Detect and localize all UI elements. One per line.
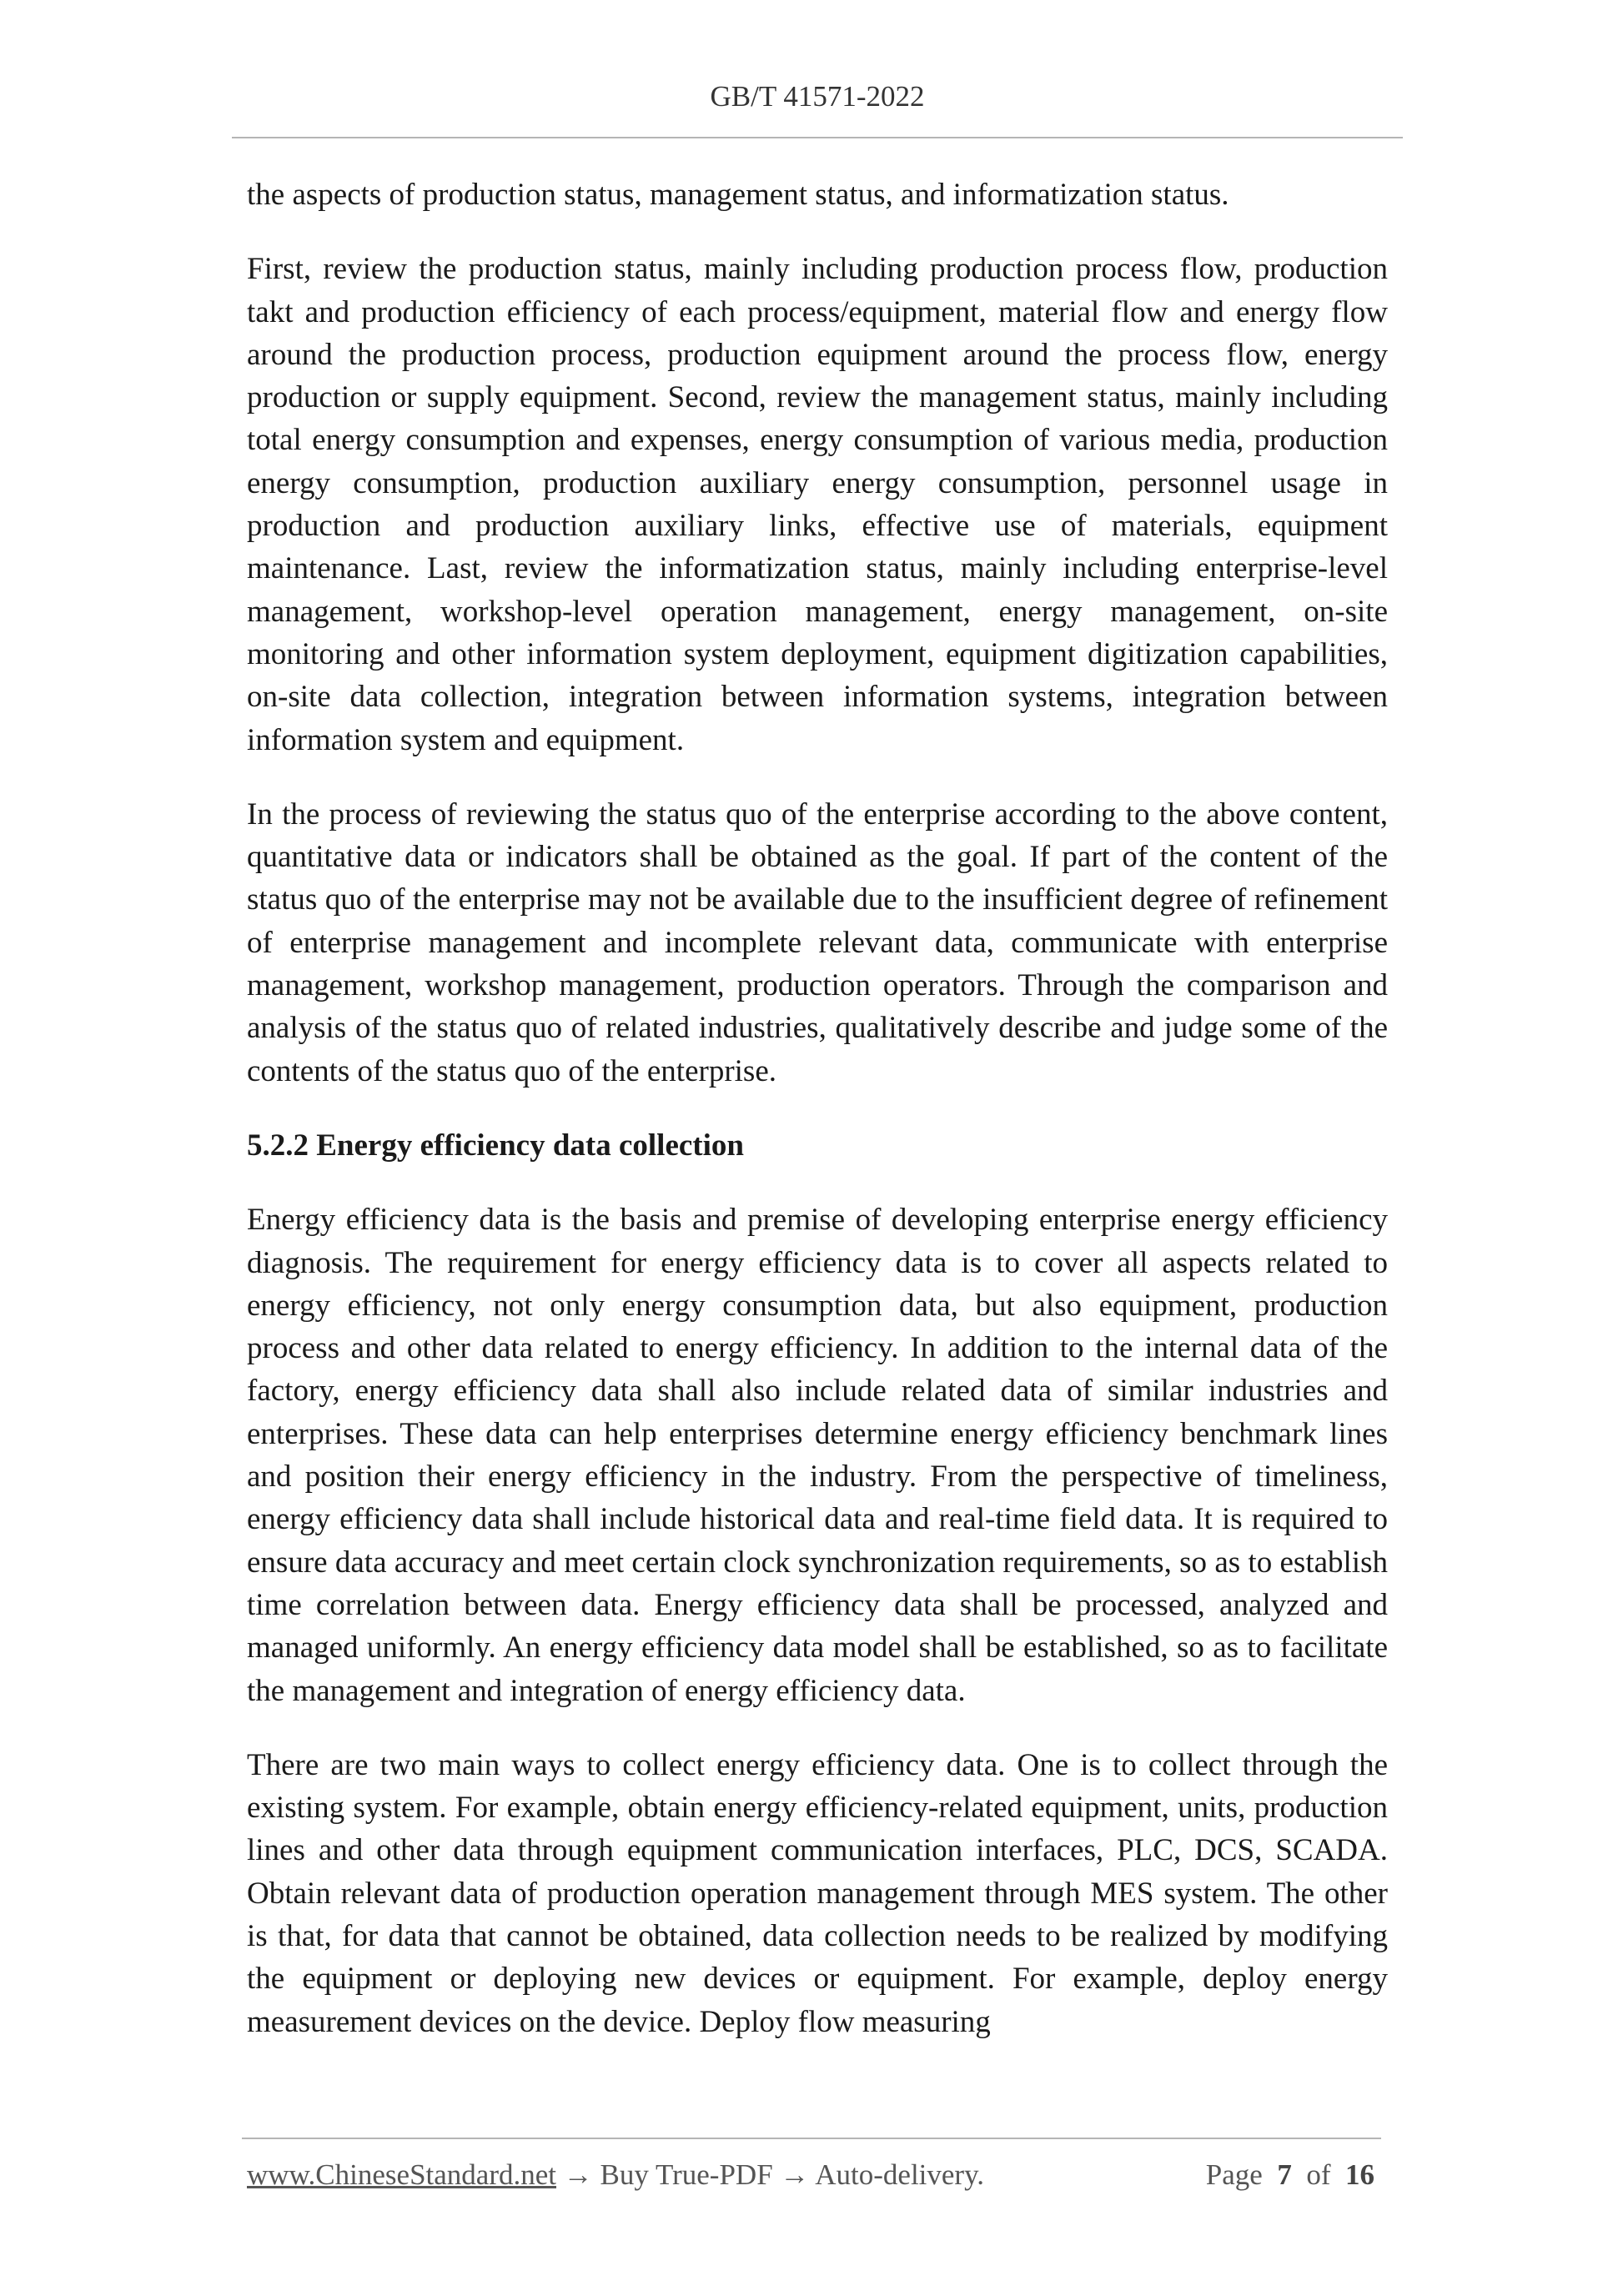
- site-link[interactable]: www.ChineseStandard.net: [247, 2158, 556, 2191]
- current-page: 7: [1277, 2158, 1292, 2191]
- total-pages: 16: [1345, 2158, 1374, 2191]
- page-header: GB/T 41571-2022: [710, 80, 925, 113]
- footer-divider: [242, 2138, 1381, 2139]
- header-divider: [232, 137, 1403, 138]
- buy-pdf-text: Buy True-PDF: [600, 2158, 773, 2191]
- arrow-right-icon: →: [780, 2158, 810, 2191]
- of-label: of: [1306, 2158, 1331, 2191]
- page-number: [1206, 2158, 1374, 2192]
- section-heading: 5.2.2 Energy efficiency data collection: [247, 1128, 744, 1163]
- document-body: [247, 173, 1388, 2075]
- paragraph-status-review: First, review the production status, mainly including production process flow, production takt and production efficiency of each process/equipment, material flow and energy flow around the production process, production equipment around the process flow, energy production or supply equipment. Second, review the management status, mainly including total energy consumption and expenses, energy consumption of various media, production energy consumption, production auxiliary energy consumption, personnel usage in production and production auxiliary links, effective use of materials, equipment maintenance. Last, review the informatization status, mainly including enterprise-level management, workshop-level operation management, energy management, on-site monitoring and other information system deployment, equipment digitization capabilities, on-site data collection, integration between information systems, integration between information system and equipment.: [247, 252, 1388, 757]
- paragraph-collection-methods: There are two main ways to collect energy efficiency data. One is to collect through the existing system. For example, obtain energy efficiency-related equipment, units, production lines and other data through equipment communication interfaces, PLC, DCS, SCADA. Obtain relevant data of production operation management through MES system. The other is that, for data that cannot be obtained, data collection needs to be realized by modifying the equipment or deploying new devices or equipment. For example, deploy energy measurement devices on the device. Deploy flow measuring: [247, 1747, 1388, 2039]
- footer-links: [247, 2158, 984, 2192]
- paragraph-energy-data-basis: Energy efficiency data is the basis and premise of developing enterprise energy efficiency diagnosis. The requirement for energy efficiency data is to cover all aspects related to energy efficiency, not only energy consumption data, but also equipment, production process and other data related to energy efficiency. In addition to the internal data of the factory, energy efficiency data shall also include related data of similar industries and enterprises. These data can help enterprises determine energy efficiency benchmark lines and position their energy efficiency in the industry. From the perspective of timeliness, energy efficiency data shall include historical data and real-time field data. It is required to ensure data accuracy and meet certain clock synchronization requirements, so as to establish time correlation between data. Energy efficiency data shall be processed, analyzed and managed uniformly. An energy efficiency data model shall be established, so as to facilitate the management and integration of energy efficiency data.: [247, 1203, 1388, 1708]
- paragraph-continuation: the aspects of production status, management status, and informatization status.: [247, 178, 1229, 212]
- arrow-right-icon: →: [563, 2158, 593, 2191]
- page-label: Page: [1205, 2158, 1263, 2191]
- paragraph-quantitative-data: In the process of reviewing the status quo of the enterprise according to the above content, quantitative data or indicators shall be obtained as the goal. If part of the content of the status quo of the enterprise may not be available due to the insufficient degree of refinement of enterprise management and incomplete relevant data, communicate with enterprise management, workshop management, production operators. Through the comparison and analysis of the status quo of related industries, qualitatively describe and judge some of the contents of the status quo of the enterprise.: [247, 796, 1388, 1088]
- auto-delivery-text: Auto-delivery.: [815, 2158, 985, 2191]
